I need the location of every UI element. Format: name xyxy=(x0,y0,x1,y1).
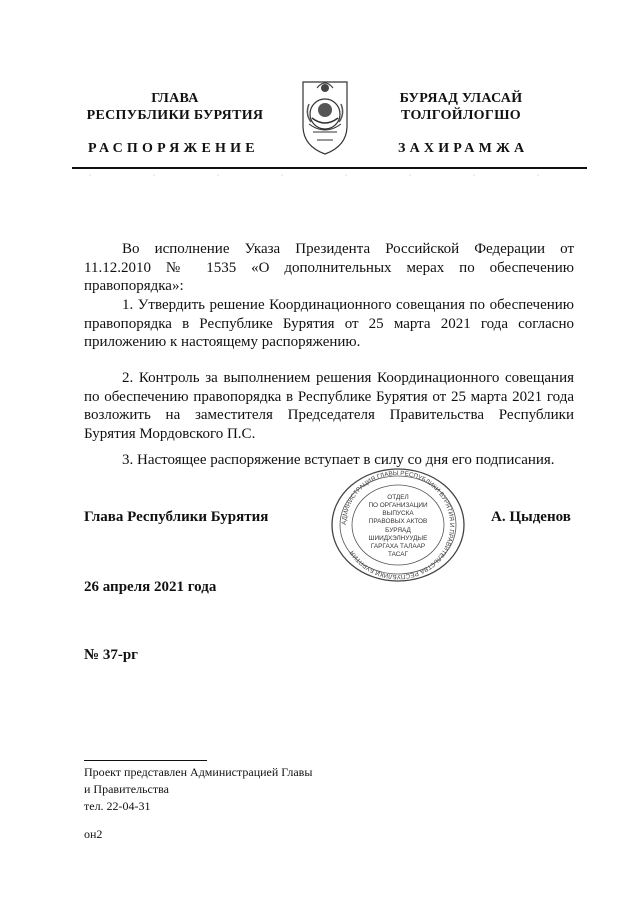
footer-rule xyxy=(84,760,207,761)
seal-ring-text: АДМИНИСТРАЦИЯ ГЛАВЫ РЕСПУБЛИКИ БУРЯТИЯ И ПРАВИТЕЛЬСТВА РЕСПУБЛИКИ БУРЯТИЯ xyxy=(340,469,456,581)
seal-line: ОТДЕЛ xyxy=(387,494,409,501)
official-seal-icon xyxy=(328,465,468,585)
right-doc-type: ЗАХИРАМЖА xyxy=(398,141,529,156)
right-header-line2: ТОЛГОЙЛОГШО xyxy=(401,108,521,123)
footer-code: он2 xyxy=(84,827,103,841)
footer-line-1: Проект представлен Администрацией Главы xyxy=(84,765,313,779)
signatory-name: А. Цыденов xyxy=(491,509,571,525)
item-3-paragraph: 3. Настоящее распоряжение вступает в силу со дня его подписания. xyxy=(122,452,555,468)
seal-line: ШИИДХЭЛНУУДЫЕ xyxy=(368,535,428,542)
seal-line: БУРЯАД xyxy=(385,527,411,534)
signatory-title: Глава Республики Бурятия xyxy=(84,509,269,525)
footer-line-2: и Правительства xyxy=(84,782,169,796)
right-header-line1: БУРЯАД УЛАСАЙ xyxy=(399,91,523,106)
left-header xyxy=(80,90,270,124)
seal-line: ВЫПУСКА xyxy=(382,510,414,517)
item-2-paragraph: 2. Контроль за выполнением решения Координационного совещания по обеспечению правопорядка в Республике Бурятия от 25 марта 2021 года возложить на заместителя Председателя Правительства Республики Бурятия Мордовского П.С. xyxy=(84,370,574,442)
coat-of-arms-buryatia-icon xyxy=(295,74,355,158)
footer-note xyxy=(84,764,312,815)
item-1-paragraph: 1. Утвердить решение Координационного совещания по обеспечению правопорядка в Республике Бурятия от 25 марта 2021 года согласно приложению к настоящему распоряжению. xyxy=(84,297,574,350)
seal-line: ПО ОРГАНИЗАЦИИ xyxy=(368,502,428,509)
left-header-line1: ГЛАВА xyxy=(151,91,199,106)
signing-date: 26 апреля 2021 года xyxy=(84,579,217,595)
footer-line-3: тел. 22-04-31 xyxy=(84,799,151,813)
header-dots xyxy=(72,173,587,177)
seal-line: ГАРГАХА ТАЛААР xyxy=(370,543,426,550)
intro-paragraph: Во исполнение Указа Президента Российской Федерации от 11.12.2010 № 1535 «О дополнительных мерах по обеспечению правопорядка»: xyxy=(84,241,574,294)
seal-line: ТАСАГ xyxy=(387,551,409,558)
header-rule xyxy=(72,167,587,169)
document-number: № 37-рг xyxy=(84,647,138,663)
left-doc-type: РАСПОРЯЖЕНИЕ xyxy=(88,141,259,156)
left-header-line2: РЕСПУБЛИКИ БУРЯТИЯ xyxy=(86,108,264,123)
seal-line: ПРАВОВЫХ АКТОВ xyxy=(368,518,428,525)
right-header xyxy=(376,90,546,124)
